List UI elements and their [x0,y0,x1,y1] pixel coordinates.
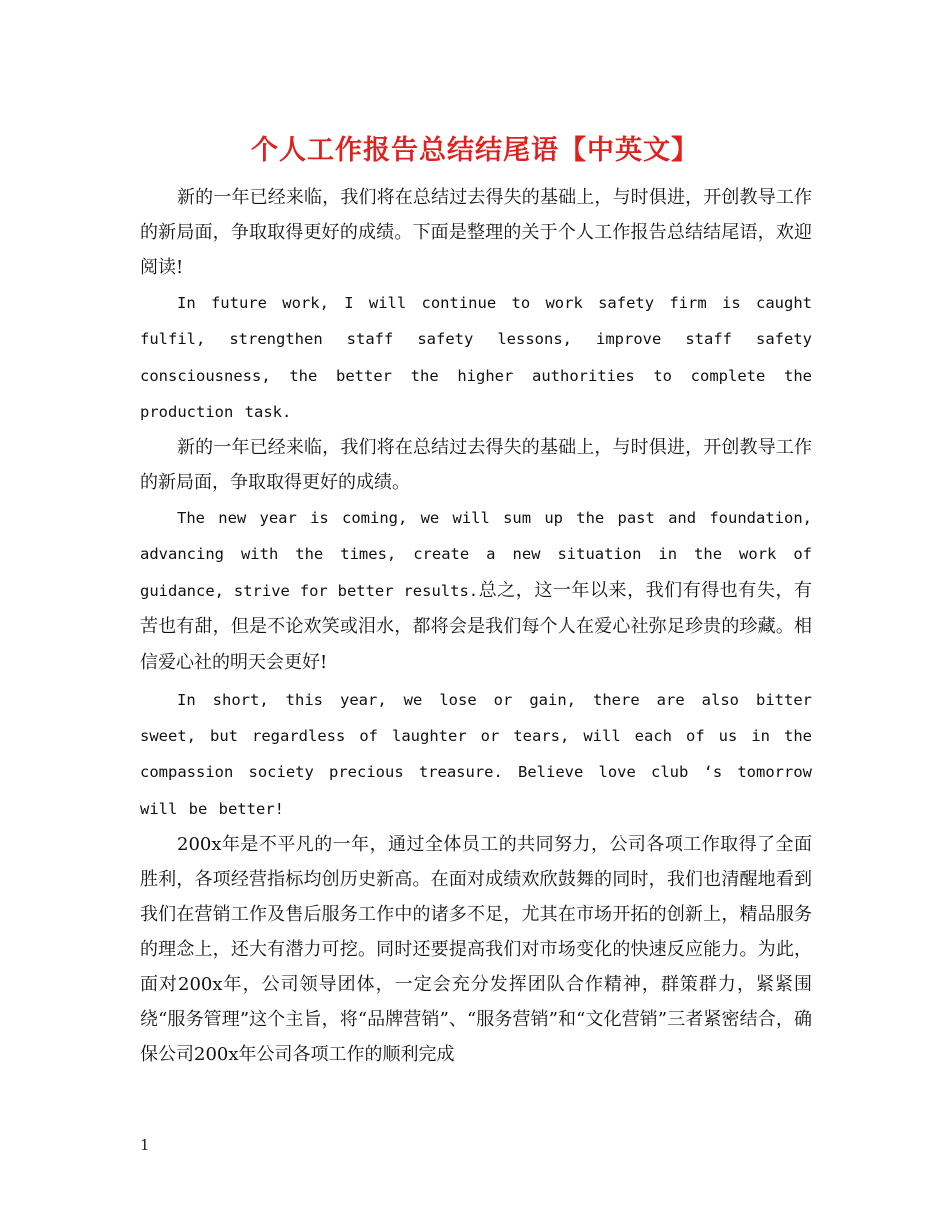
paragraph-in-short-en: In short, this year, we lose or gain, there are also bitter sweet, but regardless of laughter or tears, will each of us in the compassion society precious treasure. Believe love club ‘s tomorrow will be better! [140,690,812,818]
document-body [140,180,812,1072]
paragraph-summary-cn: 总之，这一年以来，我们有得也有失，有苦也有甜，但是不论欢笑或泪水，都将会是我们每个人在爱心社弥足珍贵的珍藏。相信爱心社的明天会更好! [140,579,812,674]
paragraph-new-year-en: The new year is coming, we will sum up the past and foundation, advancing with the times, create a new situation in the work of guidance, strive for better results. [140,509,812,600]
page-number: 1 [140,1136,150,1154]
paragraph-intro-cn: 新的一年已经来临，我们将在总结过去得失的基础上，与时俱进，开创教导工作的新局面，争取取得更好的成绩。下面是整理的关于个人工作报告总结结尾语，欢迎阅读! [140,187,812,278]
paragraph-200x-cn: 200x年是不平凡的一年，通过全体员工的共同努力，公司各项工作取得了全面胜利，各项经营指标均创历史新高。在面对成绩欢欣鼓舞的同时，我们也清醒地看到我们在营销工作及售后服务工作中的诸多不足，尤其在市场开拓的创新上，精品服务的理念上，还大有潜力可挖。同时还要提高我们对市场变化的快速反应能力。为此，面对200x年，公司领导团体，一定会充分发挥团队合作精神，群策群力，紧紧围绕“服务管理”这个主旨，将“品牌营销”、“服务营销”和“文化营销”三者紧密结合，确保公司200x年公司各项工作的顺利完成 [140,833,812,1065]
paragraph-future-work-en: In future work, I will continue to work safety firm is caught fulfil, strengthen staff safety lessons, improve staff safety consciousness, the better the higher authorities to complete the production task. [140,294,812,421]
paragraph-new-year-en-and-summary-cn [140,500,812,681]
document-title: 个人工作报告总结结尾语【中英文】 [251,135,699,166]
paragraph-new-year-cn: 新的一年已经来临，我们将在总结过去得失的基础上，与时俱进，开创教导工作的新局面，争取取得更好的成绩。 [140,437,812,494]
